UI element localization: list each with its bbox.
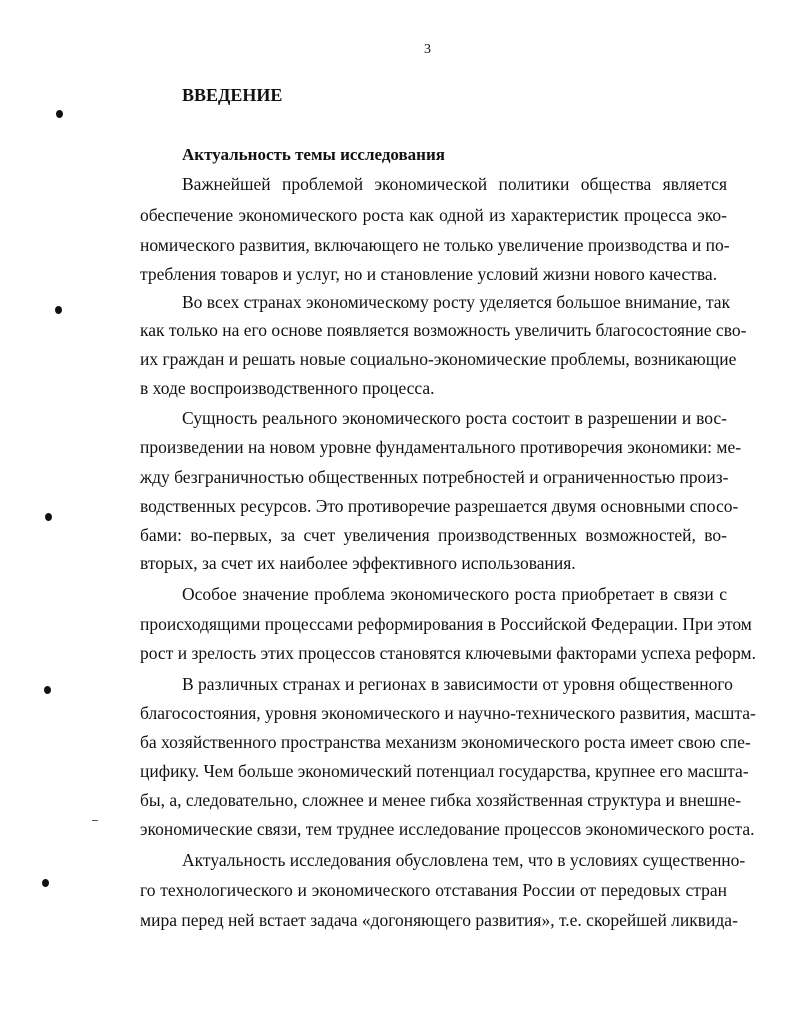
text-line: вторых, за счет их наиболее эффективного использования. (140, 553, 576, 573)
text-line: го технологического и экономического отставания России от передовых стран (140, 880, 727, 900)
text-line: рост и зрелость этих процессов становятся ключевыми факторами успеха реформ. (140, 643, 756, 663)
text-line: Важнейшей проблемой экономической политики общества является (182, 174, 727, 194)
text-line: в ходе воспроизводственного процесса. (140, 378, 435, 398)
section-title: ВВЕДЕНИЕ (182, 85, 283, 105)
text-line: происходящими процессами реформирования в Российской Федерации. При этом (140, 614, 752, 634)
text-line: водственных ресурсов. Это противоречие разрешается двумя основными спосо- (140, 496, 739, 516)
text-line: Во всех странах экономическому росту уделяется большое внимание, так (182, 292, 731, 312)
text-line: произведении на новом уровне фундаментального противоречия экономики: ме- (140, 437, 742, 457)
text-line: экономические связи, тем труднее исследование процессов экономического роста. (140, 819, 755, 839)
text-line: Сущность реального экономического роста состоит в разрешении и вос- (182, 408, 727, 428)
text-line: ба хозяйственного пространства механизм экономического роста имеет свою спе- (140, 732, 751, 752)
binder-mark (44, 686, 51, 694)
text-line: мира перед ней встает задача «догоняющего развития», т.е. скорейшей ликвида- (140, 910, 738, 930)
text-line: цифику. Чем больше экономический потенциал государства, крупнее его масшта- (140, 761, 749, 781)
text-line: как только на его основе появляется возможность увеличить благосостояние сво- (140, 320, 747, 340)
text-line: требления товаров и услуг, но и становление условий жизни нового качества. (140, 264, 718, 284)
binder-mark (55, 306, 62, 314)
text-line: В различных странах и регионах в зависимости от уровня общественного (182, 674, 733, 694)
text-line: номического развития, включающего не только увеличение производства и по- (140, 235, 730, 255)
subtitle: Актуальность темы исследования (182, 145, 445, 164)
text-line: их граждан и решать новые социально-экономические проблемы, возникающие (140, 349, 737, 369)
binder-mark (56, 110, 63, 118)
text-line: бами: во-первых, за счет увеличения производственных возможностей, во- (140, 525, 727, 545)
scan-mark (92, 820, 98, 821)
page-number: 3 (424, 42, 431, 57)
text-line: обеспечение экономического роста как одной из характеристик процесса эко- (140, 205, 727, 225)
text-line: благосостояния, уровня экономического и научно-технического развития, масшта- (140, 703, 756, 723)
text-line: Актуальность исследования обусловлена тем, что в условиях существенно- (182, 850, 746, 870)
binder-mark (45, 513, 52, 521)
text-line: Особое значение проблема экономического роста приобретает в связи с (182, 584, 727, 604)
text-line: жду безграничностью общественных потребностей и ограниченностью произ- (140, 467, 729, 487)
text-line: бы, а, следовательно, сложнее и менее гибка хозяйственная структура и внешне- (140, 790, 742, 810)
binder-mark (42, 879, 49, 887)
